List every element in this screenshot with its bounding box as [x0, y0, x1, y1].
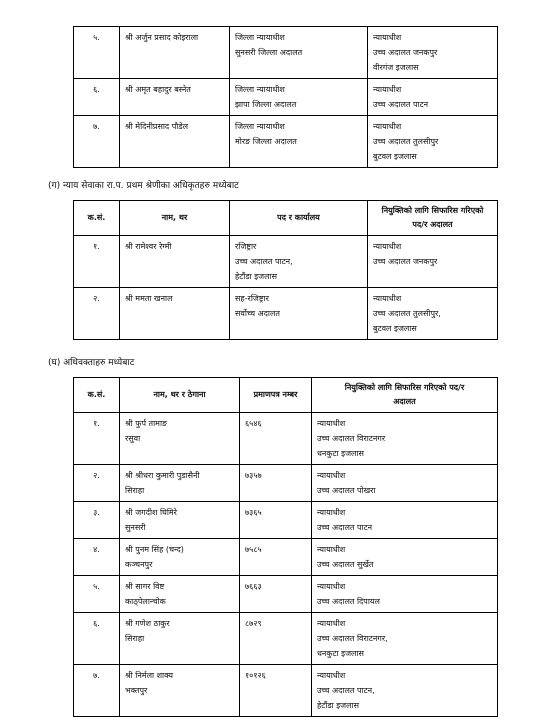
serial-cell: ५. [74, 576, 120, 613]
recommended-cell: न्यायाधीश उच्च अदालत जनकपुर [368, 236, 498, 288]
name-cell: श्री फुर्प तामाङ रसुवा [120, 413, 240, 465]
recommended-cell: न्यायाधीश उच्च अदालत तुलसीपुर, बुटवल इजलास [368, 288, 498, 340]
table-row [74, 79, 498, 116]
recommended-cell: न्यायाधीश उच्च अदालत पाटन [368, 79, 498, 116]
serial-cell: २. [74, 288, 120, 340]
recommended-cell: न्यायाधीश उच्च अदालत पाटन [312, 502, 498, 539]
name-cell: श्री जगदीश घिमिरे सुनसरी [120, 502, 240, 539]
table-row [74, 413, 498, 465]
table-row [74, 502, 498, 539]
serial-cell: २. [74, 465, 120, 502]
certificate-cell: ७३५७ [240, 465, 312, 502]
name-cell: श्री अमृत बहादुर बस्नेत [120, 79, 230, 116]
table-row [74, 116, 498, 168]
serial-cell: ६. [74, 613, 120, 665]
recommended-cell: न्यायाधीश उच्च अदालत सुर्खेत [312, 539, 498, 576]
post-cell: जिल्ला न्यायाधीश झापा जिल्ला अदालत [230, 79, 368, 116]
table-row [74, 665, 498, 717]
name-cell: श्री पुनम सिंह (चन्द) कञ्चनपुर [120, 539, 240, 576]
col-header-recommended: नियुक्तिको लागि सिफारिस गरिएको पद/र अदालत [312, 378, 498, 413]
col-header-serial: क.सं. [74, 201, 120, 236]
certificate-cell: ७३६५ [240, 502, 312, 539]
serial-cell: ७. [74, 116, 120, 168]
serial-cell: १. [74, 413, 120, 465]
table-row [74, 539, 498, 576]
col-header-certificate: प्रमाणपत्र नम्बर [240, 378, 312, 413]
table-row [74, 613, 498, 665]
post-cell: सह-रजिष्ट्रार सर्वोच्च अदालत [230, 288, 368, 340]
serial-cell: ४. [74, 539, 120, 576]
col-header-name-address: नाम, थर र ठेगाना [120, 378, 240, 413]
certificate-cell: ८७२९ [240, 613, 312, 665]
recommended-cell: न्यायाधीश उच्च अदालत पोखरा [312, 465, 498, 502]
recommended-cell: न्यायाधीश उच्च अदालत विराटनगर, धनकुटा इजलास [312, 613, 498, 665]
name-cell: श्री रामेश्वर रेग्मी [120, 236, 230, 288]
serial-cell: १. [74, 236, 120, 288]
table-row [74, 236, 498, 288]
post-cell: जिल्ला न्यायाधीश सुनसरी जिल्ला अदालत [230, 27, 368, 79]
name-cell: श्री मेदिनीप्रसाद पौडेल [120, 116, 230, 168]
name-cell: श्री गणेश ठाकुर सिराहा [120, 613, 240, 665]
serial-cell: ७. [74, 665, 120, 717]
name-cell: श्री निर्मला शाक्य भक्तपुर [120, 665, 240, 717]
recommended-cell: न्यायाधीश उच्च अदालत विराटनगर धनकुटा इजलास [312, 413, 498, 465]
serial-cell: ३. [74, 502, 120, 539]
name-cell: श्री श्रीधरा कुमारी पुडासैनी सिराहा [120, 465, 240, 502]
name-cell: श्री ममता खनाल [120, 288, 230, 340]
col-header-name: नाम, थर [120, 201, 230, 236]
recommended-cell: न्यायाधीश उच्च अदालत तुलसीपुर बुटवल इजलास [368, 116, 498, 168]
post-cell: रजिष्ट्रार उच्च अदालत पाटन, हेटौंडा इजलास [230, 236, 368, 288]
table-row [74, 465, 498, 502]
serial-cell: ६. [74, 79, 120, 116]
section-heading-officers: (ग) न्याय सेवाका रा.प. प्रथम श्रेणीका अधिकृतहरु मध्येबाट [48, 181, 239, 191]
recommended-cell: न्यायाधीश उच्च अदालत दिपायल [312, 576, 498, 613]
recommended-cell: न्यायाधीश उच्च अदालत जनकपुर वीरगंज इजलास [368, 27, 498, 79]
col-header-post: पद र कार्यालय [230, 201, 368, 236]
officers-table [73, 200, 498, 340]
table-row [74, 288, 498, 340]
serial-cell: ५. [74, 27, 120, 79]
post-cell: जिल्ला न्यायाधीश मोरङ जिल्ला अदालत [230, 116, 368, 168]
col-header-recommended: नियुक्तिको लागि सिफारिस गरिएको पद/र अदालत [368, 201, 498, 236]
recommended-cell: न्यायाधीश उच्च अदालत पाटन, हेटौंडा इजलास [312, 665, 498, 717]
certificate-cell: १०१२६ [240, 665, 312, 717]
table-header-row [74, 201, 498, 236]
certificate-cell: ७६६३ [240, 576, 312, 613]
col-header-serial: क.सं. [74, 378, 120, 413]
advocates-table [73, 377, 498, 717]
certificate-cell: ७५८५ [240, 539, 312, 576]
certificate-cell: ६५४६ [240, 413, 312, 465]
table-header-row [74, 378, 498, 413]
name-cell: श्री अर्जुन प्रसाद कोइराला [120, 27, 230, 79]
table-row [74, 27, 498, 79]
table-row [74, 576, 498, 613]
name-cell: श्री सागर विष्ट काठ्पेलान्चोक [120, 576, 240, 613]
section-heading-advocates: (घ) अधिवक्ताहरु मध्येबाट [48, 358, 135, 368]
judges-table-continued [73, 26, 498, 168]
